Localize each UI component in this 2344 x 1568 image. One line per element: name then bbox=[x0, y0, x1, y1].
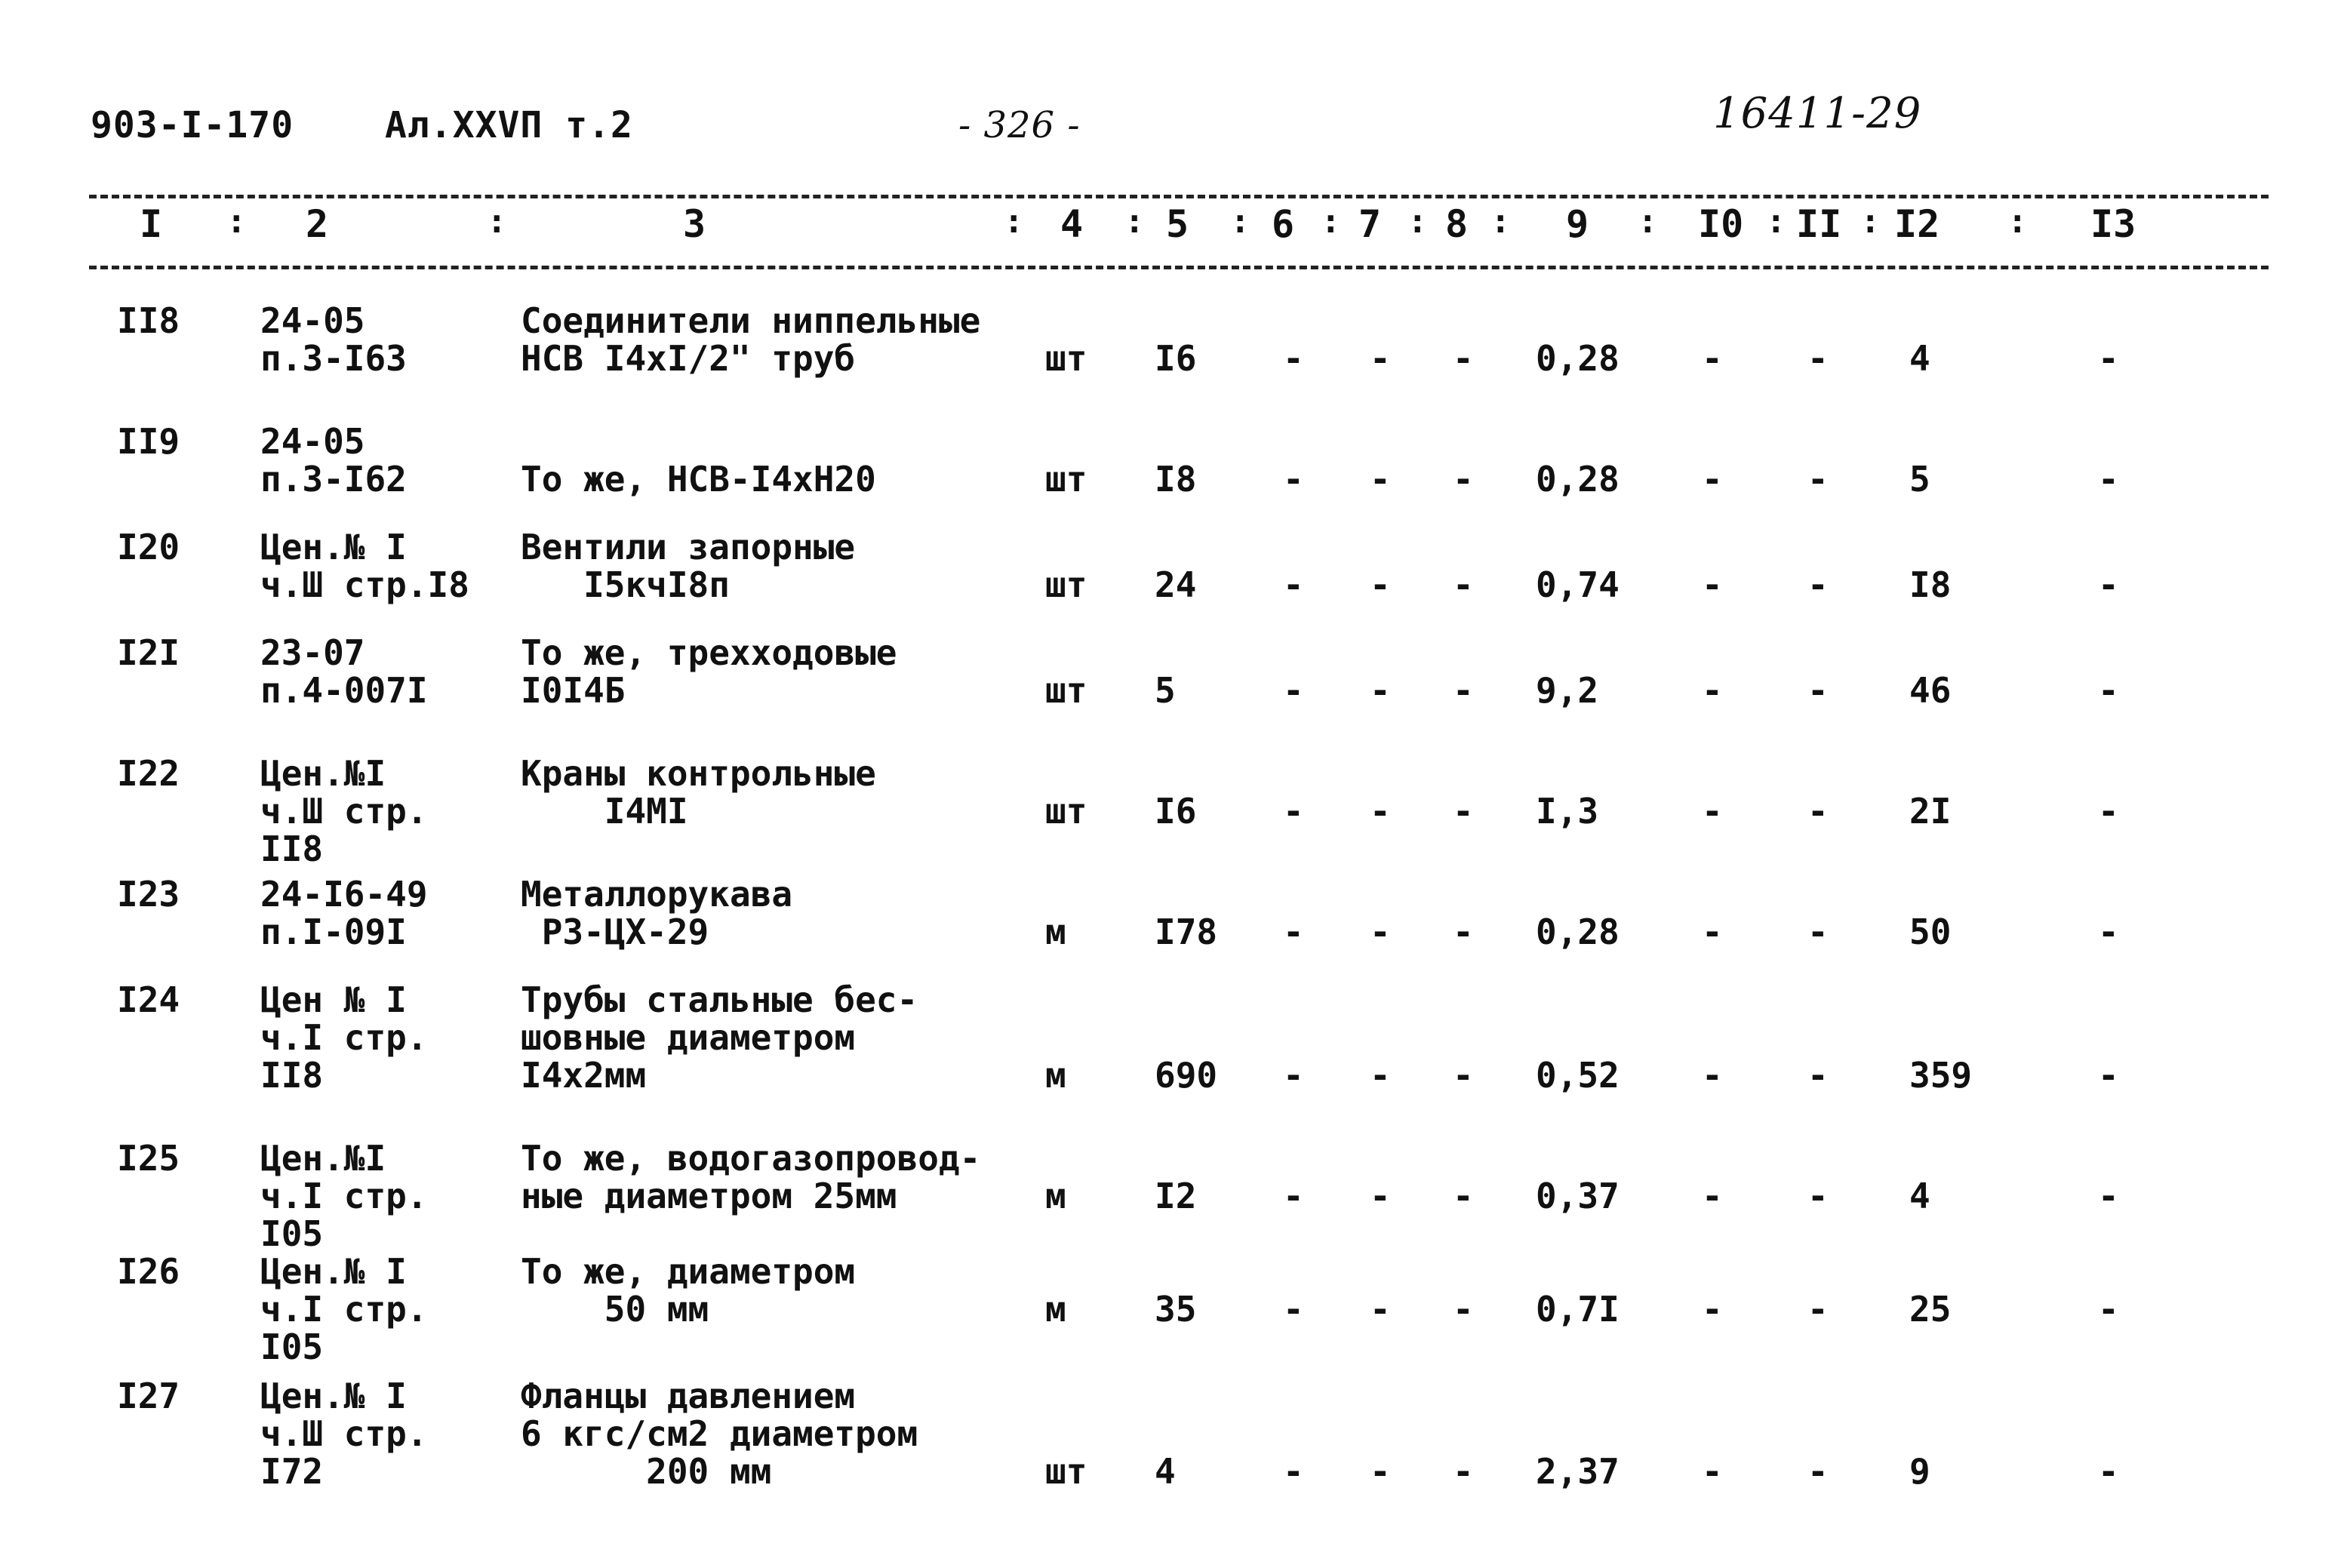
col-7-value: - bbox=[1370, 791, 1391, 832]
unit: шт bbox=[1045, 791, 1087, 832]
col-11-value: - bbox=[1807, 912, 1829, 952]
col-9-value: 0,28 bbox=[1536, 912, 1620, 952]
item-name: Соединители ниппельные НСВ I4хI/2" труб bbox=[521, 300, 981, 379]
col-8-value: - bbox=[1453, 670, 1474, 711]
price-reference: Цен.№ I ч.Ш стр. I72 bbox=[260, 1376, 428, 1492]
column-header-1: I bbox=[139, 202, 163, 246]
col-10-value: - bbox=[1702, 1289, 1723, 1330]
col-13-value: - bbox=[2098, 338, 2119, 379]
price-reference: Цен.№I ч.Ш стр. II8 bbox=[260, 753, 428, 869]
col-13-value: - bbox=[2098, 1451, 2119, 1492]
col-9-value: 0,74 bbox=[1536, 564, 1620, 605]
col-7-value: - bbox=[1370, 459, 1391, 500]
col-12-value: 359 bbox=[1909, 1055, 1973, 1096]
col-11-value: - bbox=[1807, 670, 1829, 711]
col-11-value: - bbox=[1807, 1451, 1829, 1492]
column-header-8: 8 bbox=[1444, 202, 1469, 246]
item-name: Фланцы давлением 6 кгс/см2 диаметром 200 мм bbox=[521, 1376, 918, 1492]
column-separator: : bbox=[1004, 202, 1024, 241]
col-13-value: - bbox=[2098, 564, 2119, 605]
col-6-value: - bbox=[1283, 459, 1304, 500]
column-separator: : bbox=[1407, 202, 1428, 241]
column-header-6: 6 bbox=[1271, 202, 1295, 246]
row-number: I20 bbox=[117, 527, 180, 567]
column-separator: : bbox=[1638, 202, 1658, 241]
col-7-value: - bbox=[1370, 912, 1391, 952]
column-header-4: 4 bbox=[1060, 202, 1084, 246]
col-12-value: 2I bbox=[1909, 791, 1952, 832]
col-11-value: - bbox=[1807, 1289, 1829, 1330]
col-9-value: 9,2 bbox=[1536, 670, 1599, 711]
quantity: 35 bbox=[1155, 1289, 1197, 1330]
quantity: I8 bbox=[1155, 459, 1197, 500]
price-reference: 23-07 п.4-007I bbox=[260, 632, 428, 711]
quantity: 4 bbox=[1155, 1451, 1176, 1492]
quantity: 24 bbox=[1155, 564, 1197, 605]
row-number: I25 bbox=[117, 1138, 180, 1179]
col-8-value: - bbox=[1453, 1289, 1474, 1330]
col-11-value: - bbox=[1807, 564, 1829, 605]
col-9-value: 0,28 bbox=[1536, 338, 1620, 379]
row-number: I26 bbox=[117, 1251, 180, 1292]
header-rule-bottom bbox=[89, 266, 2269, 269]
item-name: То же, трехходовые I0I4Б bbox=[521, 632, 897, 711]
item-name: Трубы стальные бес- шовные диаметром I4х2мм bbox=[521, 979, 918, 1096]
price-reference: Цен.№I ч.I стр. I05 bbox=[260, 1138, 428, 1254]
col-12-value: 5 bbox=[1909, 459, 1930, 500]
item-name: Металлорукава Р3-ЦХ-29 bbox=[521, 874, 793, 952]
column-header-13: I3 bbox=[2090, 202, 2136, 246]
col-12-value: 4 bbox=[1909, 338, 1930, 379]
col-10-value: - bbox=[1702, 1055, 1723, 1096]
quantity: I6 bbox=[1155, 338, 1197, 379]
quantity: I2 bbox=[1155, 1176, 1197, 1216]
price-reference: Цен.№ I ч.Ш стр.I8 bbox=[260, 527, 469, 605]
column-header-5: 5 bbox=[1165, 202, 1189, 246]
col-12-value: 46 bbox=[1909, 670, 1952, 711]
row-number: I24 bbox=[117, 979, 180, 1020]
col-12-value: 50 bbox=[1909, 912, 1952, 952]
col-6-value: - bbox=[1283, 1176, 1304, 1216]
quantity: 5 bbox=[1155, 670, 1176, 711]
col-12-value: 4 bbox=[1909, 1176, 1930, 1216]
col-8-value: - bbox=[1453, 459, 1474, 500]
unit: м bbox=[1045, 1055, 1066, 1096]
column-separator: : bbox=[1490, 202, 1511, 241]
col-6-value: - bbox=[1283, 1055, 1304, 1096]
col-10-value: - bbox=[1702, 1451, 1723, 1492]
col-7-value: - bbox=[1370, 1176, 1391, 1216]
column-separator: : bbox=[1766, 202, 1786, 241]
col-13-value: - bbox=[2098, 459, 2119, 500]
quantity: 690 bbox=[1155, 1055, 1218, 1096]
col-7-value: - bbox=[1370, 1289, 1391, 1330]
col-6-value: - bbox=[1283, 670, 1304, 711]
album-ref: Ал.ХХVП т.2 bbox=[385, 104, 633, 146]
column-header-3: 3 bbox=[682, 202, 706, 246]
header-rule-top bbox=[89, 195, 2269, 198]
item-name: Вентили запорные I5кчI8п bbox=[521, 527, 856, 605]
item-name: То же, диаметром 50 мм bbox=[521, 1251, 856, 1330]
column-separator: : bbox=[1124, 202, 1145, 241]
col-6-value: - bbox=[1283, 564, 1304, 605]
price-reference: Цен.№ I ч.I стр. I05 bbox=[260, 1251, 428, 1367]
col-13-value: - bbox=[2098, 912, 2119, 952]
unit: шт bbox=[1045, 1451, 1087, 1492]
item-name: То же, НСВ-I4хН20 bbox=[521, 459, 876, 500]
unit: м bbox=[1045, 1176, 1066, 1216]
col-12-value: I8 bbox=[1909, 564, 1952, 605]
column-header-9: 9 bbox=[1565, 202, 1589, 246]
unit: шт bbox=[1045, 459, 1087, 500]
col-13-value: - bbox=[2098, 791, 2119, 832]
column-separator: : bbox=[1230, 202, 1250, 241]
unit: шт bbox=[1045, 670, 1087, 711]
col-9-value: 2,37 bbox=[1536, 1451, 1620, 1492]
col-7-value: - bbox=[1370, 670, 1391, 711]
col-8-value: - bbox=[1453, 1055, 1474, 1096]
unit: шт bbox=[1045, 564, 1087, 605]
col-8-value: - bbox=[1453, 1176, 1474, 1216]
price-reference: 24-05 п.3-I62 bbox=[260, 421, 407, 500]
row-number: I27 bbox=[117, 1376, 180, 1416]
unit: шт bbox=[1045, 338, 1087, 379]
row-number: I22 bbox=[117, 753, 180, 794]
row-number: II8 bbox=[117, 300, 180, 341]
col-10-value: - bbox=[1702, 791, 1723, 832]
col-13-value: - bbox=[2098, 1176, 2119, 1216]
page-number: - 326 - bbox=[958, 104, 1081, 146]
col-12-value: 25 bbox=[1909, 1289, 1952, 1330]
stamp-number: 16411-29 bbox=[1713, 89, 1922, 138]
col-11-value: - bbox=[1807, 338, 1829, 379]
row-number: II9 bbox=[117, 421, 180, 462]
unit: м bbox=[1045, 912, 1066, 952]
col-8-value: - bbox=[1453, 564, 1474, 605]
column-header-2: 2 bbox=[305, 202, 329, 246]
item-name: То же, водогазопровод- ные диаметром 25мм bbox=[521, 1138, 981, 1216]
col-9-value: 0,7I bbox=[1536, 1289, 1620, 1330]
col-13-value: - bbox=[2098, 1289, 2119, 1330]
price-reference: Цен № I ч.I стр. II8 bbox=[260, 979, 428, 1096]
col-11-value: - bbox=[1807, 791, 1829, 832]
column-separator: : bbox=[487, 202, 507, 241]
column-separator: : bbox=[1321, 202, 1341, 241]
unit: м bbox=[1045, 1289, 1066, 1330]
quantity: I78 bbox=[1155, 912, 1218, 952]
quantity: I6 bbox=[1155, 791, 1197, 832]
col-11-value: - bbox=[1807, 1176, 1829, 1216]
col-8-value: - bbox=[1453, 338, 1474, 379]
col-7-value: - bbox=[1370, 564, 1391, 605]
col-10-value: - bbox=[1702, 564, 1723, 605]
col-7-value: - bbox=[1370, 338, 1391, 379]
col-7-value: - bbox=[1370, 1055, 1391, 1096]
col-6-value: - bbox=[1283, 1289, 1304, 1330]
column-header-12: I2 bbox=[1894, 202, 1940, 246]
price-reference: 24-05 п.3-I63 bbox=[260, 300, 407, 379]
column-header-7: 7 bbox=[1358, 202, 1382, 246]
col-8-value: - bbox=[1453, 791, 1474, 832]
column-separator: : bbox=[226, 202, 247, 241]
col-8-value: - bbox=[1453, 912, 1474, 952]
row-number: I2I bbox=[117, 632, 180, 673]
col-8-value: - bbox=[1453, 1451, 1474, 1492]
col-10-value: - bbox=[1702, 670, 1723, 711]
col-11-value: - bbox=[1807, 459, 1829, 500]
row-number: I23 bbox=[117, 874, 180, 915]
col-9-value: 0,52 bbox=[1536, 1055, 1620, 1096]
col-6-value: - bbox=[1283, 791, 1304, 832]
col-9-value: I,3 bbox=[1536, 791, 1599, 832]
col-10-value: - bbox=[1702, 912, 1723, 952]
doc-code: 903-I-170 bbox=[91, 104, 294, 146]
column-separator: : bbox=[1860, 202, 1881, 241]
price-reference: 24-I6-49 п.I-09I bbox=[260, 874, 428, 952]
col-6-value: - bbox=[1283, 1451, 1304, 1492]
col-9-value: 0,37 bbox=[1536, 1176, 1620, 1216]
col-13-value: - bbox=[2098, 670, 2119, 711]
col-10-value: - bbox=[1702, 1176, 1723, 1216]
col-13-value: - bbox=[2098, 1055, 2119, 1096]
col-6-value: - bbox=[1283, 912, 1304, 952]
col-10-value: - bbox=[1702, 459, 1723, 500]
col-12-value: 9 bbox=[1909, 1451, 1930, 1492]
col-10-value: - bbox=[1702, 338, 1723, 379]
col-6-value: - bbox=[1283, 338, 1304, 379]
column-header-10: I0 bbox=[1698, 202, 1744, 246]
col-9-value: 0,28 bbox=[1536, 459, 1620, 500]
column-separator: : bbox=[2007, 202, 2028, 241]
column-header-11: II bbox=[1796, 202, 1842, 246]
item-name: Краны контрольные I4MI bbox=[521, 753, 876, 832]
col-7-value: - bbox=[1370, 1451, 1391, 1492]
col-11-value: - bbox=[1807, 1055, 1829, 1096]
